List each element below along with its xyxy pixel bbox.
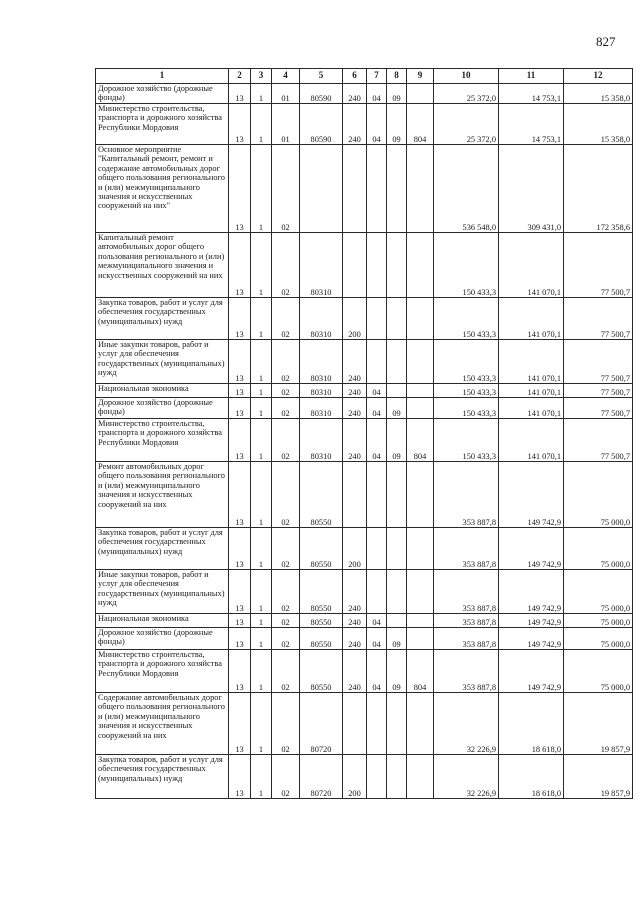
code-grbs	[407, 233, 434, 298]
code-expense-type	[343, 462, 367, 528]
column-header: 7	[367, 69, 387, 84]
amount-year-3: 19 857,9	[564, 755, 633, 799]
amount-year-3: 75 000,0	[564, 628, 633, 650]
code-subsection	[387, 755, 407, 799]
code-direction: 80590	[300, 84, 343, 104]
amount-year-1: 150 433,3	[434, 298, 499, 340]
code-subprogram: 02	[272, 628, 300, 650]
code-program: 1	[251, 298, 272, 340]
page-number: 827	[596, 34, 616, 49]
table-row	[96, 755, 633, 799]
column-header: 9	[407, 69, 434, 84]
amount-year-3: 75 000,0	[564, 462, 633, 528]
table-row	[96, 398, 633, 419]
table-row	[96, 462, 633, 528]
code-program: 1	[251, 384, 272, 398]
code-section: 04	[367, 84, 387, 104]
code-program: 1	[251, 528, 272, 570]
code-grbs: 804	[407, 419, 434, 462]
code-expense-type: 200	[343, 528, 367, 570]
code-direction: 80310	[300, 298, 343, 340]
row-name: Закупка товаров, работ и услуг для обеспечения государственных (муниципальных) нужд	[96, 755, 229, 799]
amount-year-1: 150 433,3	[434, 233, 499, 298]
table-row	[96, 614, 633, 628]
code-section	[367, 693, 387, 755]
code-section: 04	[367, 650, 387, 693]
code-program: 1	[251, 398, 272, 419]
amount-year-2: 18 618,0	[499, 755, 564, 799]
row-name: Дорожное хозяйство (дорожные фонды)	[96, 84, 229, 104]
table-row	[96, 419, 633, 462]
row-name: Содержание автомобильных дорог общего пользования регионального и (или) межмуниципального значения и искусственных сооружений на них	[96, 693, 229, 755]
code-grbs	[407, 340, 434, 384]
column-header: 12	[564, 69, 633, 84]
code-subprogram: 02	[272, 298, 300, 340]
amount-year-3: 77 500,7	[564, 419, 633, 462]
code-subsection: 09	[387, 628, 407, 650]
code-subprogram: 02	[272, 398, 300, 419]
code-subprogram: 02	[272, 384, 300, 398]
code-subsection	[387, 384, 407, 398]
row-name: Капитальный ремонт автомобильных дорог общего пользования регионального и (или) межмуниципального значения и искусственных сооружений на них	[96, 233, 229, 298]
budget-table	[95, 68, 633, 799]
code-direction: 80310	[300, 340, 343, 384]
code-subsection	[387, 570, 407, 614]
code-grbs	[407, 145, 434, 233]
code-section	[367, 298, 387, 340]
amount-year-1: 353 887,8	[434, 570, 499, 614]
code-grbs: 804	[407, 650, 434, 693]
amount-year-2: 141 070,1	[499, 233, 564, 298]
code-program: 1	[251, 233, 272, 298]
row-name: Основное мероприятие "Капитальный ремонт, ремонт и содержание автомобильных дорог общего пользования регионального и (или) межмуниципального значения и искусственных сооружений на них"	[96, 145, 229, 233]
code-grbs	[407, 528, 434, 570]
amount-year-3: 75 000,0	[564, 650, 633, 693]
code-program: 1	[251, 340, 272, 384]
code-grbs: 804	[407, 104, 434, 145]
code-direction: 80550	[300, 462, 343, 528]
column-header: 10	[434, 69, 499, 84]
code-ministry: 13	[229, 650, 251, 693]
amount-year-3: 19 857,9	[564, 693, 633, 755]
code-program: 1	[251, 462, 272, 528]
code-subprogram: 02	[272, 570, 300, 614]
code-ministry: 13	[229, 104, 251, 145]
code-subprogram: 02	[272, 462, 300, 528]
row-name: Иные закупки товаров, работ и услуг для обеспечения государственных (муниципальных) нужд	[96, 340, 229, 384]
code-program: 1	[251, 650, 272, 693]
code-expense-type: 240	[343, 340, 367, 384]
code-direction: 80550	[300, 628, 343, 650]
amount-year-3: 77 500,7	[564, 340, 633, 384]
code-subsection: 09	[387, 104, 407, 145]
code-program: 1	[251, 104, 272, 145]
amount-year-1: 536 548,0	[434, 145, 499, 233]
table-row	[96, 84, 633, 104]
code-direction: 80550	[300, 570, 343, 614]
code-ministry: 13	[229, 755, 251, 799]
amount-year-1: 32 226,9	[434, 693, 499, 755]
amount-year-2: 141 070,1	[499, 298, 564, 340]
amount-year-1: 353 887,8	[434, 528, 499, 570]
code-direction: 80310	[300, 419, 343, 462]
code-program: 1	[251, 145, 272, 233]
code-program: 1	[251, 419, 272, 462]
code-expense-type: 200	[343, 298, 367, 340]
row-name: Министерство строительства, транспорта и дорожного хозяйства Республики Мордовия	[96, 104, 229, 145]
column-header: 4	[272, 69, 300, 84]
code-ministry: 13	[229, 84, 251, 104]
table-row	[96, 628, 633, 650]
amount-year-3: 75 000,0	[564, 614, 633, 628]
column-header: 3	[251, 69, 272, 84]
code-subsection: 09	[387, 398, 407, 419]
code-direction: 80590	[300, 104, 343, 145]
code-ministry: 13	[229, 693, 251, 755]
code-subprogram: 02	[272, 650, 300, 693]
row-name: Закупка товаров, работ и услуг для обеспечения государственных (муниципальных) нужд	[96, 298, 229, 340]
amount-year-1: 353 887,8	[434, 614, 499, 628]
amount-year-1: 353 887,8	[434, 628, 499, 650]
code-subsection	[387, 462, 407, 528]
code-expense-type: 240	[343, 419, 367, 462]
table-row	[96, 384, 633, 398]
code-program: 1	[251, 755, 272, 799]
code-section	[367, 340, 387, 384]
code-expense-type: 240	[343, 84, 367, 104]
amount-year-1: 353 887,8	[434, 462, 499, 528]
row-name: Министерство строительства, транспорта и дорожного хозяйства Республики Мордовия	[96, 419, 229, 462]
code-expense-type: 240	[343, 384, 367, 398]
code-direction: 80550	[300, 614, 343, 628]
code-section: 04	[367, 419, 387, 462]
amount-year-2: 149 742,9	[499, 462, 564, 528]
code-subsection	[387, 340, 407, 384]
amount-year-2: 141 070,1	[499, 419, 564, 462]
code-ministry: 13	[229, 462, 251, 528]
code-subprogram: 01	[272, 104, 300, 145]
code-direction: 80310	[300, 384, 343, 398]
amount-year-1: 32 226,9	[434, 755, 499, 799]
code-expense-type	[343, 145, 367, 233]
code-section	[367, 233, 387, 298]
code-subprogram: 01	[272, 84, 300, 104]
code-program: 1	[251, 693, 272, 755]
code-subsection	[387, 233, 407, 298]
code-ministry: 13	[229, 398, 251, 419]
code-subsection	[387, 528, 407, 570]
code-program: 1	[251, 628, 272, 650]
code-grbs	[407, 628, 434, 650]
amount-year-2: 149 742,9	[499, 528, 564, 570]
code-subsection	[387, 145, 407, 233]
code-grbs	[407, 570, 434, 614]
code-subsection	[387, 298, 407, 340]
amount-year-1: 25 372,0	[434, 104, 499, 145]
table-body	[96, 84, 633, 799]
amount-year-2: 18 618,0	[499, 693, 564, 755]
amount-year-2: 141 070,1	[499, 384, 564, 398]
amount-year-3: 75 000,0	[564, 570, 633, 614]
code-subprogram: 02	[272, 693, 300, 755]
code-grbs	[407, 614, 434, 628]
amount-year-2: 14 753,1	[499, 84, 564, 104]
code-expense-type: 240	[343, 628, 367, 650]
amount-year-2: 309 431,0	[499, 145, 564, 233]
code-expense-type	[343, 693, 367, 755]
table-row	[96, 104, 633, 145]
code-direction: 80550	[300, 528, 343, 570]
code-direction: 80720	[300, 693, 343, 755]
code-expense-type	[343, 233, 367, 298]
amount-year-2: 14 753,1	[499, 104, 564, 145]
code-grbs	[407, 462, 434, 528]
code-grbs	[407, 398, 434, 419]
code-grbs	[407, 298, 434, 340]
column-header: 1	[96, 69, 229, 84]
row-name: Иные закупки товаров, работ и услуг для обеспечения государственных (муниципальных) нужд	[96, 570, 229, 614]
code-ministry: 13	[229, 614, 251, 628]
amount-year-3: 77 500,7	[564, 384, 633, 398]
code-section: 04	[367, 384, 387, 398]
code-expense-type: 240	[343, 570, 367, 614]
code-direction	[300, 145, 343, 233]
column-header: 11	[499, 69, 564, 84]
code-subprogram: 02	[272, 614, 300, 628]
amount-year-3: 75 000,0	[564, 528, 633, 570]
code-expense-type: 240	[343, 614, 367, 628]
code-section	[367, 145, 387, 233]
amount-year-1: 150 433,3	[434, 384, 499, 398]
code-section: 04	[367, 628, 387, 650]
row-name: Ремонт автомобильных дорог общего пользования регионального и (или) межмуниципального значения и искусственных сооружений на них	[96, 462, 229, 528]
code-grbs	[407, 755, 434, 799]
amount-year-1: 150 433,3	[434, 398, 499, 419]
code-grbs	[407, 384, 434, 398]
amount-year-3: 172 358,6	[564, 145, 633, 233]
code-subprogram: 02	[272, 233, 300, 298]
code-direction: 80550	[300, 650, 343, 693]
code-section	[367, 755, 387, 799]
code-subsection: 09	[387, 419, 407, 462]
amount-year-1: 25 372,0	[434, 84, 499, 104]
code-ministry: 13	[229, 298, 251, 340]
amount-year-3: 15 358,0	[564, 84, 633, 104]
code-ministry: 13	[229, 340, 251, 384]
code-ministry: 13	[229, 528, 251, 570]
code-section: 04	[367, 614, 387, 628]
amount-year-2: 141 070,1	[499, 340, 564, 384]
code-grbs	[407, 693, 434, 755]
row-name: Дорожное хозяйство (дорожные фонды)	[96, 398, 229, 419]
amount-year-2: 149 742,9	[499, 650, 564, 693]
table-row	[96, 233, 633, 298]
table-row	[96, 570, 633, 614]
row-name: Закупка товаров, работ и услуг для обеспечения государственных (муниципальных) нужд	[96, 528, 229, 570]
code-expense-type: 200	[343, 755, 367, 799]
code-direction: 80720	[300, 755, 343, 799]
amount-year-3: 77 500,7	[564, 298, 633, 340]
code-section	[367, 462, 387, 528]
row-name: Национальная экономика	[96, 384, 229, 398]
table-row	[96, 650, 633, 693]
code-program: 1	[251, 614, 272, 628]
amount-year-1: 150 433,3	[434, 419, 499, 462]
amount-year-1: 150 433,3	[434, 340, 499, 384]
amount-year-2: 149 742,9	[499, 614, 564, 628]
code-program: 1	[251, 570, 272, 614]
row-name: Национальная экономика	[96, 614, 229, 628]
code-expense-type: 240	[343, 104, 367, 145]
code-section: 04	[367, 104, 387, 145]
amount-year-3: 77 500,7	[564, 233, 633, 298]
code-subprogram: 02	[272, 755, 300, 799]
amount-year-2: 141 070,1	[499, 398, 564, 419]
code-subsection: 09	[387, 650, 407, 693]
code-ministry: 13	[229, 145, 251, 233]
header-row	[96, 69, 633, 84]
code-expense-type: 240	[343, 650, 367, 693]
table-row	[96, 145, 633, 233]
code-section	[367, 528, 387, 570]
code-subsection: 09	[387, 84, 407, 104]
amount-year-3: 15 358,0	[564, 104, 633, 145]
code-subprogram: 02	[272, 340, 300, 384]
column-header: 5	[300, 69, 343, 84]
code-section	[367, 570, 387, 614]
code-subprogram: 02	[272, 145, 300, 233]
row-name: Министерство строительства, транспорта и дорожного хозяйства Республики Мордовия	[96, 650, 229, 693]
code-section: 04	[367, 398, 387, 419]
code-grbs	[407, 84, 434, 104]
code-ministry: 13	[229, 233, 251, 298]
code-ministry: 13	[229, 419, 251, 462]
code-ministry: 13	[229, 628, 251, 650]
code-ministry: 13	[229, 570, 251, 614]
code-subprogram: 02	[272, 528, 300, 570]
amount-year-2: 149 742,9	[499, 628, 564, 650]
code-program: 1	[251, 84, 272, 104]
table-row	[96, 298, 633, 340]
amount-year-1: 353 887,8	[434, 650, 499, 693]
amount-year-2: 149 742,9	[499, 570, 564, 614]
code-expense-type: 240	[343, 398, 367, 419]
table-row	[96, 693, 633, 755]
row-name: Дорожное хозяйство (дорожные фонды)	[96, 628, 229, 650]
code-direction: 80310	[300, 233, 343, 298]
code-subprogram: 02	[272, 419, 300, 462]
table-row	[96, 528, 633, 570]
column-header: 2	[229, 69, 251, 84]
code-direction: 80310	[300, 398, 343, 419]
amount-year-3: 77 500,7	[564, 398, 633, 419]
code-subsection	[387, 614, 407, 628]
column-header: 8	[387, 69, 407, 84]
table-row	[96, 340, 633, 384]
code-subsection	[387, 693, 407, 755]
column-header: 6	[343, 69, 367, 84]
code-ministry: 13	[229, 384, 251, 398]
